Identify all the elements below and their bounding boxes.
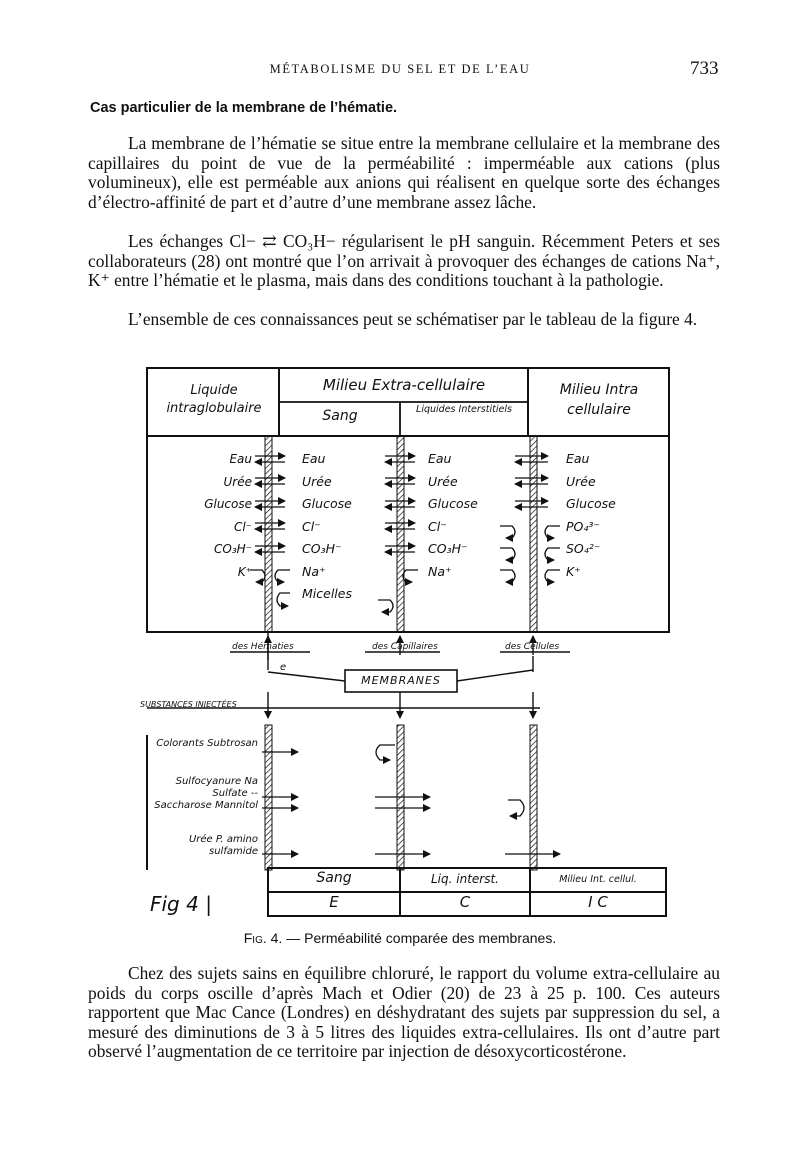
membrane-e-mark: e [280,662,287,673]
bottom-milieu-label: Milieu Int. cellul. [559,874,637,885]
page-number: 733 [690,58,719,79]
item-bicarbonate: CO₃H⁻ [428,541,468,556]
item-sulfate: SO₄²⁻ [566,541,601,556]
item-chlorure: Cl⁻ [302,518,321,534]
substance-group-1: Colorants Subtrosan [156,738,258,749]
paragraph-2: Les échanges Cl− ⇄ CO₃H− régularisent le pH sanguin. Récemment Peters et ses collaborateurs (28) ont montré que l’on arrivait à provoquer des échanges de cations Na⁺, K⁺ entre l’hématie et le plasma, mais dans des conditions touchant à la pathologie. [88,231,720,291]
membranes-label: MEMBRANES [361,674,441,687]
bottom-e-label: E [329,893,339,911]
membrane-cellules-label: des Cellules [505,642,560,652]
caption-prefix: Fig. 4. [243,930,283,946]
item-chlorure: Cl⁻ [428,518,447,534]
item-glucose: Glucose [204,497,252,511]
header-liquide-intraglobulaire: Liquide intraglobulaire [166,383,262,416]
paragraph-1: La membrane de l’hématie se situe entre la membrane cellulaire et la membrane des capillaires du point de vue de la perméabilité : imperméable aux cations (plus volumineux), elle est perméable aux anions qui réalisent en quelque sorte des échanges d’électro-affinité de part et d’autre d’une membrane assez lâche. [88,133,720,212]
header-sang: Sang [322,408,358,424]
substance-group-4: Urée P. amino sulfamide [188,834,258,857]
column-hematie-substances [180,448,252,583]
item-eau: Eau [428,451,452,466]
item-potassium: K⁺ [237,564,252,579]
caption-text: — Perméabilité comparée des membranes. [286,930,557,946]
column-cellule-substances [566,448,656,583]
bottom-c-label: C [459,893,471,911]
item-sodium: Na⁺ [302,563,326,579]
section-title: Cas particulier de la membrane de l’hématie. [90,100,398,116]
item-glucose: Glucose [302,496,352,511]
item-chlorure: Cl⁻ [233,519,252,534]
running-title: MÉTABOLISME DU SEL ET DE L’EAU [269,62,531,76]
bottom-liq-label: Liq. interst. [431,872,499,886]
column-sang-substances [302,448,392,606]
item-eau: Eau [229,452,252,466]
item-glucose: Glucose [566,496,616,511]
bottom-ic-label: I C [588,893,608,911]
paragraph-3: L’ensemble de ces connaissances peut se schématiser par le tableau de la figure 4. [128,309,698,329]
paragraph-after-figure: Chez des sujets sains en équilibre chloruré, le rapport du volume extra-cellulaire au poids du corps oscille d’après Mach et Odier (20) de 23 à 25 p. 100. Ces auteurs rapportent que Mac Cance (Londres) en déshydratant des sujets par suppression du sel, a mesuré des diminutions de 3 à 5 litres des liquides extra-cellulaires. Ils ont d’autre part observé l’augmentation de ce territoire par injection de désoxycorticostérone. [88,963,720,1062]
item-sodium: Na⁺ [428,563,452,579]
item-phosphate: PO₄³⁻ [566,518,600,534]
column-interstitiel-substances [428,448,518,583]
item-uree: Urée [223,474,252,489]
header-milieu-intra: Milieu Intra cellulaire [559,382,639,418]
substance-group-3: Saccharose Mannitol [154,800,258,811]
substance-group-2: Sulfocyanure Na Sulfate -- [175,776,258,799]
item-glucose: Glucose [428,496,478,511]
bottom-sang-label: Sang [316,870,352,886]
item-eau: Eau [566,451,590,466]
item-uree: Urée [566,473,596,489]
figure-caption [0,930,800,946]
membrane-capillaires-label: des Capillaires [372,642,438,652]
item-potassium: K⁺ [566,563,581,579]
membrane-hematies-label: des Hématies [232,642,294,652]
item-bicarbonate: CO₃H⁻ [214,542,252,556]
header-liquides-interstitiels: Liquides Interstitiels [416,404,512,415]
header-milieu-extra: Milieu Extra-cellulaire [322,376,486,394]
item-uree: Urée [302,473,332,489]
item-eau: Eau [302,451,326,466]
item-uree: Urée [428,473,458,489]
substances-injectees-label: SUBSTANCES INJECTÉES [140,700,237,709]
figure-label: Fig 4 | [150,892,212,916]
item-micelles: Micelles [302,586,352,601]
item-bicarbonate: CO₃H⁻ [302,541,342,556]
